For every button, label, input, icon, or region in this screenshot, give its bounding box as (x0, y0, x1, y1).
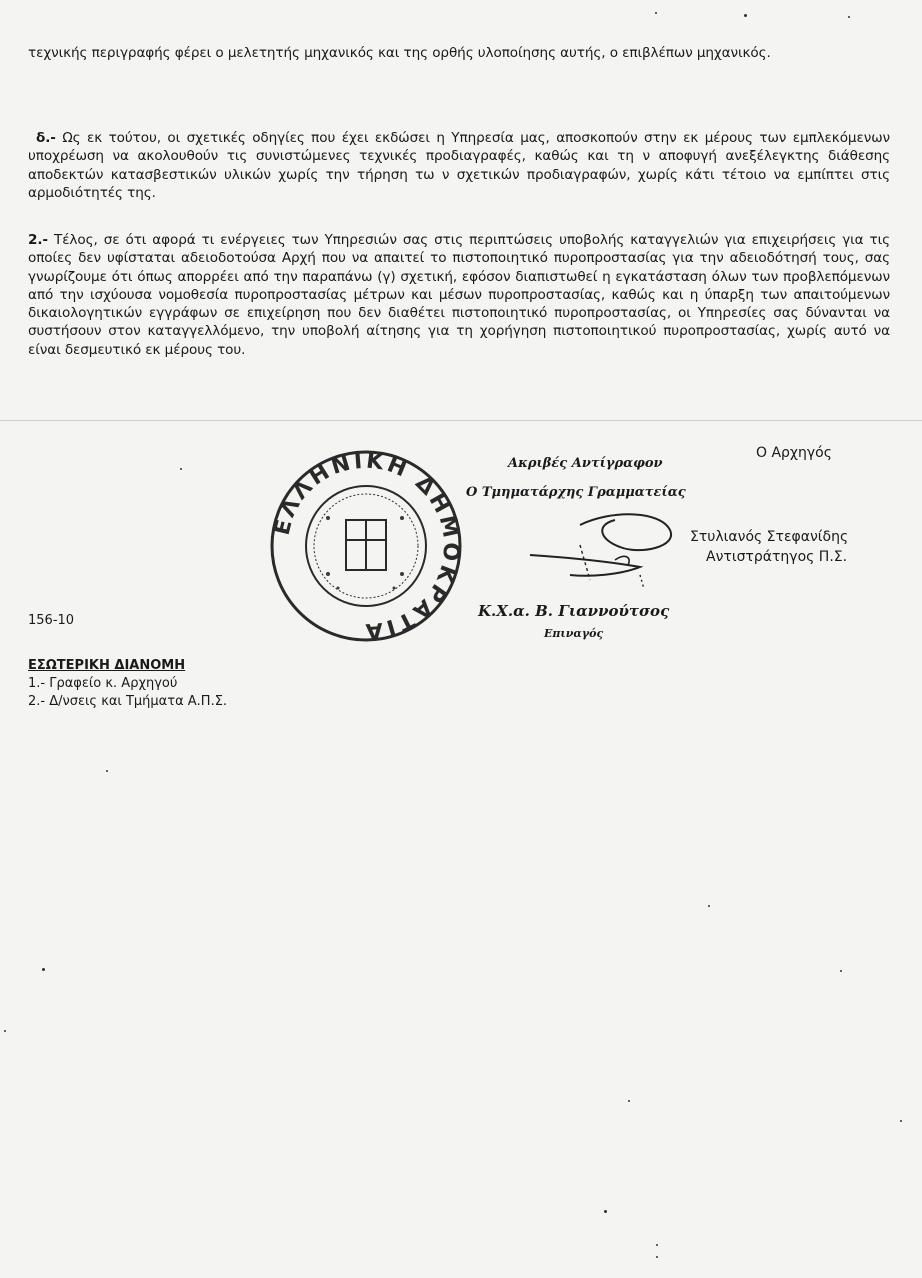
scan-speck (180, 468, 182, 470)
paragraph-d-text: Ως εκ τούτου, οι σχετικές οδηγίες που έχει εκδώσει η Υπηρεσία μας, αποσκοπούν στην εκ μέρους των εμπλεκόμενων υποχρέωση να ακολουθούν τις συνιστώμενες τεχνικές προδιαγραφές, καθώς και τη ν αποφυγή ανεξέλεγκτης διάθεσης αποδεκτών κατασβεστικών υλικών χωρίς την τήρηση τω ν σχετικών προδιαγραφών, χωρίς κάτι τέτοιο να εμπίπτει στις αρμοδιότητές της. (28, 130, 890, 201)
official-name: Κ.Χ.α. Β. Γιαννούτσος (478, 602, 670, 620)
paragraph-d (28, 129, 890, 202)
scan-speck (42, 968, 45, 971)
scan-speck (708, 905, 710, 907)
paragraph-2-number: 2.- (28, 232, 48, 248)
reference-number: 156-10 (28, 613, 75, 628)
scan-speck (840, 970, 842, 972)
distribution-item: 2.- Δ/νσεις και Τμήματα Α.Π.Σ. (28, 694, 228, 709)
paragraph-2 (28, 231, 890, 359)
paragraph-continuation: τεχνικής περιγραφής φέρει ο μελετητής μηχανικός και της ορθής υλοποίησης αυτής, ο επιβλέπων μηχανικός. (28, 45, 771, 61)
distribution-heading: ΕΣΩΤΕΡΙΚΗ ΔΙΑΝΟΜΗ (28, 658, 186, 673)
scan-speck (656, 1256, 658, 1258)
scan-speck (106, 770, 108, 772)
scan-speck (656, 1244, 658, 1246)
internal-distribution (28, 657, 227, 711)
scan-speck (628, 1100, 630, 1102)
scan-speck (848, 16, 850, 18)
signature-scribble (520, 505, 700, 595)
copy-officer-title: Ο Τμηματάρχης Γραμματείας (466, 485, 686, 500)
chief-rank: Αντιστράτηγος Π.Σ. (706, 549, 848, 565)
scan-speck (900, 1120, 902, 1122)
scan-speck (604, 1210, 607, 1213)
scan-speck (655, 12, 657, 14)
distribution-item: 1.- Γραφείο κ. Αρχηγού (28, 676, 178, 691)
official-stamp (268, 448, 464, 644)
chief-name: Στυλιανός Στεφανίδης (690, 529, 849, 545)
official-rank: Επιναγός (544, 627, 604, 640)
stamp-text: ΕΛΛΗΝΙΚΗ ΔΗΜΟΚΡΑΤΙΑ (269, 448, 464, 644)
scan-speck (744, 14, 747, 17)
chief-title: Ο Αρχηγός (756, 445, 832, 461)
scan-speck (4, 1030, 6, 1032)
certified-copy-line: Ακριβές Αντίγραφον (508, 456, 663, 471)
paragraph-2-text: Τέλος, σε ότι αφορά τι ενέργειες των Υπηρεσιών σας στις περιπτώσεις υποβολής καταγγελιών για επιχειρήσεις για τις οποίες δεν υφίσταται αδειοδοτούσα Αρχή που να απαιτεί το πιστοποιητικό πυροπροστασίας για την αδειοδότησή τους, σας γνωρίζουμε ότι όπως απορρέει από την παραπάνω (γ) σχετική, εφόσον διαπιστωθεί η εγκατάσταση όλων των προβλεπόμενων από την ισχύουσα νομοθεσία πυροπροστασίας μέτρων και μέσων πυροπροστασίας, καθώς και η ύπαρξη των απαιτούμενων δικαιολογητικών εγγράφων σε επιχείρηση που δεν διαθέτει πιστοποιητικό πυροπροστασίας, οι Υπηρεσίες σας δύνανται να συστήσουν στον καταγγελλόμενο, την υποβολή αίτησης για τη χορήγηση πιστοποιητικού πυροπροστασίας, χωρίς αυτό να είναι δεσμευτικό εκ μέρους του. (28, 232, 890, 358)
paragraph-d-number: δ.- (36, 130, 56, 146)
scan-line (0, 420, 922, 421)
